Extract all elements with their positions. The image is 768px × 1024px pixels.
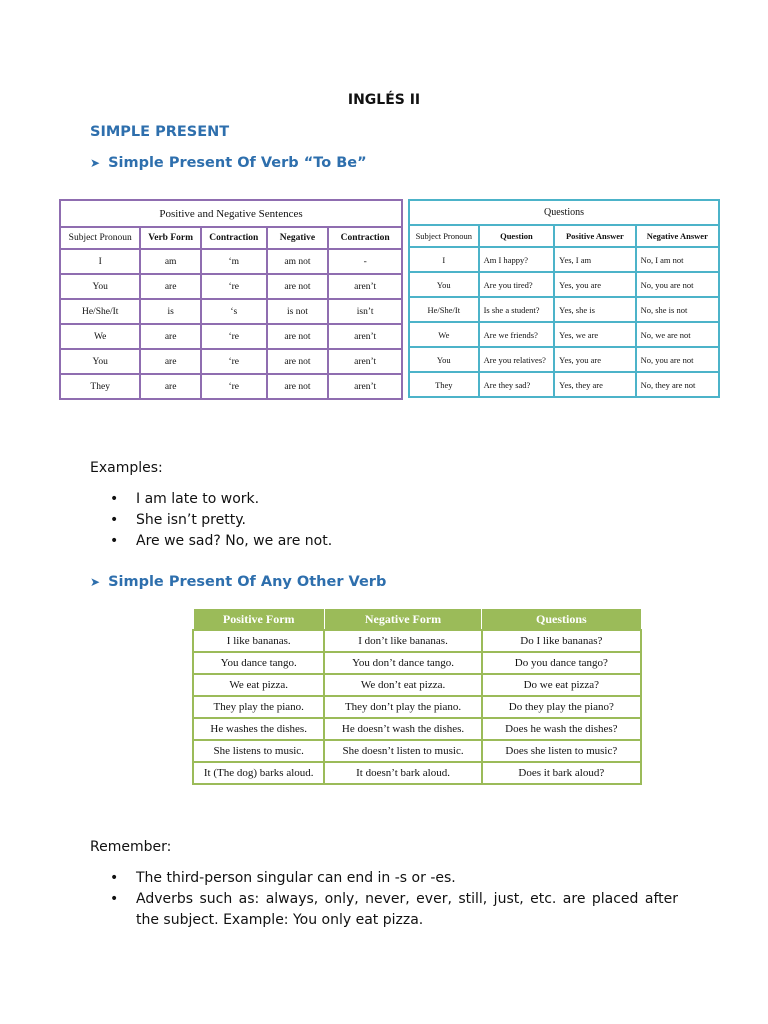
table-cell: She doesn’t listen to music. — [324, 740, 481, 762]
table-cell: I — [409, 247, 479, 272]
table-cell: You — [60, 349, 140, 374]
table-row — [409, 247, 719, 272]
column-header: Contraction — [201, 227, 267, 249]
examples-label: Examples: — [90, 460, 163, 476]
table-row — [60, 299, 402, 324]
table-cell: Does she listen to music? — [482, 740, 641, 762]
bullet-icon: • — [110, 533, 119, 549]
table-cell: isn’t — [328, 299, 402, 324]
table-cell: aren’t — [328, 274, 402, 299]
table-cell: ‘re — [201, 349, 267, 374]
table-cell: Do we eat pizza? — [482, 674, 641, 696]
column-header: Subject Pronoun — [409, 225, 479, 247]
table-cell: You dance tango. — [193, 652, 324, 674]
table-cell: aren’t — [328, 374, 402, 399]
table-cell: He/She/It — [60, 299, 140, 324]
list-item-text: The third-person singular can end in -s or -es. — [136, 870, 456, 886]
table-cell: Are you relatives? — [479, 347, 555, 372]
table-cell: ‘re — [201, 324, 267, 349]
table-cell: Does he wash the dishes? — [482, 718, 641, 740]
table-cell: is — [140, 299, 200, 324]
subsection-title: Simple Present Of Any Other Verb — [108, 574, 387, 590]
column-header: Negative — [267, 227, 329, 249]
table-cell: Yes, they are — [554, 372, 635, 397]
table-row — [60, 249, 402, 274]
table-cell: You — [60, 274, 140, 299]
table-row — [409, 297, 719, 322]
table-row — [193, 652, 641, 674]
table-cell: I like bananas. — [193, 630, 324, 652]
table-cell: ‘s — [201, 299, 267, 324]
table-cell: They play the piano. — [193, 696, 324, 718]
table-cell: ‘re — [201, 374, 267, 399]
table-cell: He doesn’t wash the dishes. — [324, 718, 481, 740]
table-row — [193, 674, 641, 696]
table-cell: Yes, you are — [554, 272, 635, 297]
table-cell: You — [409, 272, 479, 297]
positive-negative-table — [59, 199, 403, 400]
table-row — [60, 349, 402, 374]
table-cell: Yes, she is — [554, 297, 635, 322]
table-cell: ‘re — [201, 274, 267, 299]
table-cell: We don’t eat pizza. — [324, 674, 481, 696]
table-cell: are not — [267, 324, 329, 349]
column-header: Verb Form — [140, 227, 200, 249]
list-item — [108, 510, 332, 531]
list-item-text: Are we sad? No, we are not. — [136, 533, 333, 549]
table-caption: Positive and Negative Sentences — [60, 200, 402, 227]
table-row — [193, 696, 641, 718]
table-row — [60, 274, 402, 299]
list-item — [108, 531, 332, 552]
table-row — [193, 718, 641, 740]
table-row — [409, 322, 719, 347]
table-cell: We — [409, 322, 479, 347]
table-cell: Are we friends? — [479, 322, 555, 347]
table-cell: We eat pizza. — [193, 674, 324, 696]
table-cell: Do I like bananas? — [482, 630, 641, 652]
subsection-heading-other-verb — [90, 574, 386, 590]
bullet-icon: • — [110, 491, 119, 507]
table-cell: I don’t like bananas. — [324, 630, 481, 652]
document-title: INGLÉS II — [347, 92, 421, 108]
table-cell: Are they sad? — [479, 372, 555, 397]
remember-list — [108, 868, 678, 931]
table-cell: She listens to music. — [193, 740, 324, 762]
bullet-icon: • — [110, 512, 119, 528]
list-item — [108, 868, 678, 889]
table-cell: Do they play the piano? — [482, 696, 641, 718]
table-cell: Is she a student? — [479, 297, 555, 322]
column-header: Positive Answer — [554, 225, 635, 247]
table-cell: No, I am not — [636, 247, 719, 272]
table-cell: am — [140, 249, 200, 274]
section-heading: SIMPLE PRESENT — [90, 124, 230, 140]
column-header: Subject Pronoun — [60, 227, 140, 249]
subsection-title: Simple Present Of Verb “To Be” — [108, 155, 367, 171]
table-row — [193, 740, 641, 762]
table-cell: are not — [267, 274, 329, 299]
table-cell: Are you tired? — [479, 272, 555, 297]
table-cell: Am I happy? — [479, 247, 555, 272]
table-row — [60, 324, 402, 349]
column-header: Contraction — [328, 227, 402, 249]
table-cell: We — [60, 324, 140, 349]
table-cell: aren’t — [328, 349, 402, 374]
table-cell: No, she is not — [636, 297, 719, 322]
table-cell: are — [140, 324, 200, 349]
table-caption: Questions — [409, 200, 719, 225]
table-cell: ‘m — [201, 249, 267, 274]
remember-label: Remember: — [90, 839, 172, 855]
table-cell: It (The dog) barks aloud. — [193, 762, 324, 784]
table-row — [409, 347, 719, 372]
table-row — [60, 374, 402, 399]
table-cell: is not — [267, 299, 329, 324]
examples-list — [108, 489, 332, 552]
bullet-icon: • — [110, 870, 119, 886]
subsection-heading-to-be — [90, 155, 367, 171]
table-cell: He washes the dishes. — [193, 718, 324, 740]
table-cell: am not — [267, 249, 329, 274]
list-item — [108, 889, 678, 931]
column-header: Question — [479, 225, 555, 247]
table-cell: Yes, I am — [554, 247, 635, 272]
arrow-bullet-icon: ➤ — [90, 156, 101, 170]
table-row — [193, 630, 641, 652]
list-item — [108, 489, 332, 510]
arrow-bullet-icon: ➤ — [90, 575, 101, 589]
bullet-icon: • — [110, 891, 119, 907]
table-cell: You — [409, 347, 479, 372]
table-row — [193, 762, 641, 784]
table-cell: Yes, you are — [554, 347, 635, 372]
table-cell: Yes, we are — [554, 322, 635, 347]
table-cell: They don’t play the piano. — [324, 696, 481, 718]
table-cell: are — [140, 349, 200, 374]
table-cell: are not — [267, 349, 329, 374]
list-item-text: I am late to work. — [136, 491, 260, 507]
table-cell: No, you are not — [636, 347, 719, 372]
column-header: Questions — [482, 609, 641, 631]
table-cell: No, we are not — [636, 322, 719, 347]
other-verb-table — [192, 608, 642, 785]
table-cell: are — [140, 374, 200, 399]
table-cell: They — [60, 374, 140, 399]
table-cell: are not — [267, 374, 329, 399]
table-row — [409, 372, 719, 397]
table-cell: No, you are not — [636, 272, 719, 297]
column-header: Positive Form — [193, 609, 324, 631]
table-cell: are — [140, 274, 200, 299]
table-cell: They — [409, 372, 479, 397]
table-cell: No, they are not — [636, 372, 719, 397]
table-cell: I — [60, 249, 140, 274]
column-header: Negative Answer — [636, 225, 719, 247]
column-header: Negative Form — [324, 609, 481, 631]
table-cell: He/She/It — [409, 297, 479, 322]
table-row — [409, 272, 719, 297]
table-cell: You don’t dance tango. — [324, 652, 481, 674]
table-cell: - — [328, 249, 402, 274]
table-cell: aren’t — [328, 324, 402, 349]
table-cell: Does it bark aloud? — [482, 762, 641, 784]
list-item-text: Adverbs such as: always, only, never, ever, still, just, etc. are placed after the subject. Example: You only eat pizza. — [136, 891, 678, 928]
table-cell: It doesn’t bark aloud. — [324, 762, 481, 784]
table-cell: Do you dance tango? — [482, 652, 641, 674]
questions-table — [408, 199, 720, 398]
list-item-text: She isn’t pretty. — [136, 512, 246, 528]
